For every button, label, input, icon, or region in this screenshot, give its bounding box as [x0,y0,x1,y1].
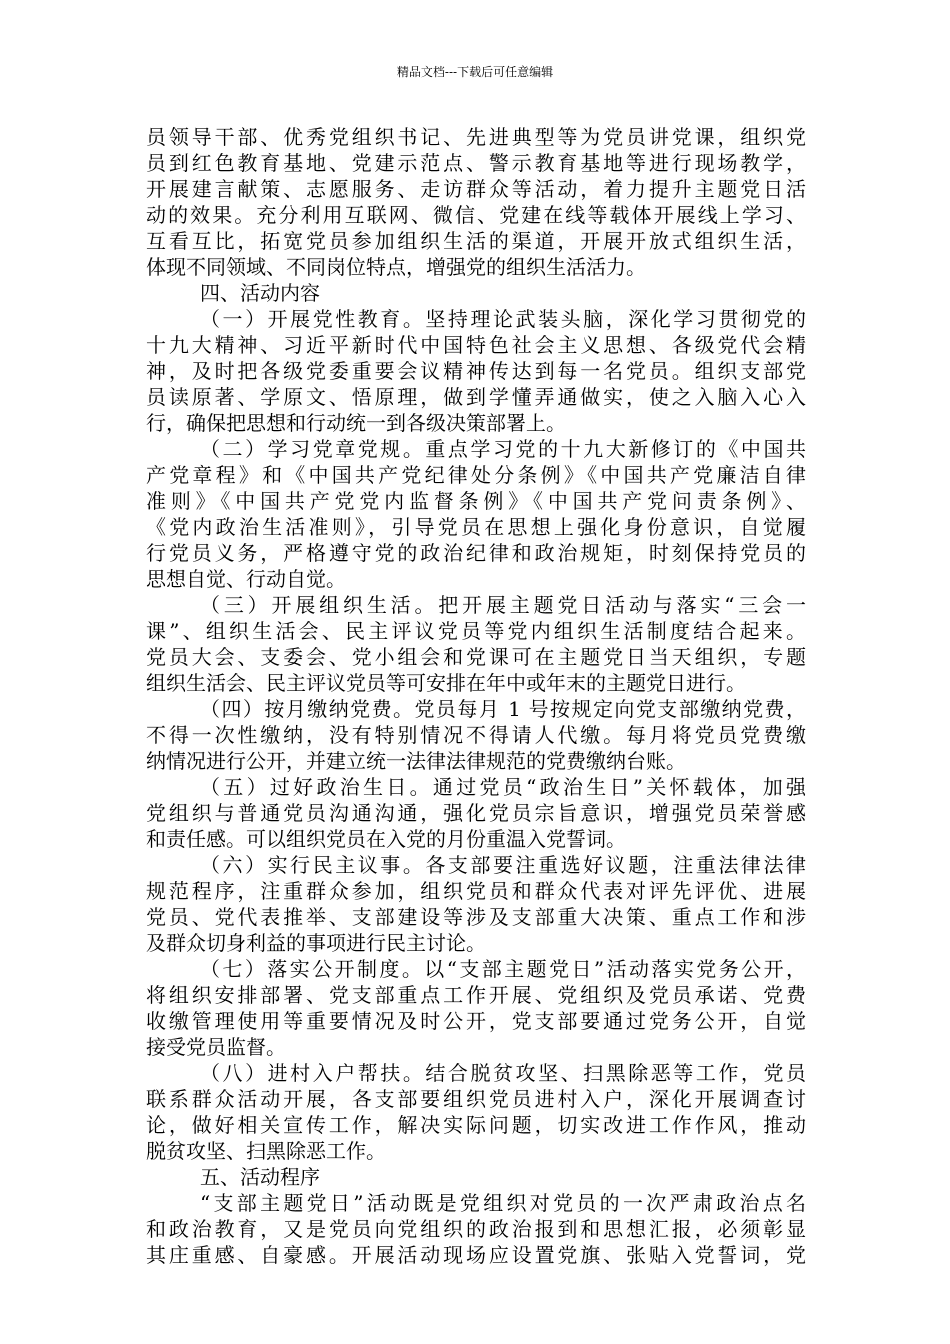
text-line: 及群众切身利益的事项进行民主讨论。 [146,931,486,955]
page-header: 精品文档---下载后可任意编辑 [396,65,554,79]
text-line: 神，及时把各级党委重要会议精神传达到每一名党员。组织支部党 [146,359,806,383]
text-line: 脱贫攻坚、扫黑除恶工作。 [146,1139,386,1163]
text-line: 员到红色教育基地、党建示范点、警示教育基地等进行现场教学， [146,151,806,175]
text-line: （八）进村入户帮扶。结合脱贫攻坚、扫黑除恶等工作，党员 [200,1061,806,1085]
text-line: 其庄重感、自豪感。开展活动现场应设置党旗、张贴入党誓词，党 [146,1243,806,1267]
text-line: “支部主题党日”活动既是党组织对党员的一次严肃政治点名 [200,1191,806,1215]
text-line: 产党章程》和《中国共产党纪律处分条例》《中国共产党廉洁自律 [146,463,806,487]
text-line: 员领导干部、优秀党组织书记、先进典型等为党员讲党课，组织党 [146,125,806,149]
text-line: 和政治教育，又是党员向党组织的政治报到和思想汇报，必须彰显 [146,1217,806,1241]
text-line: 组织生活会、民主评议党员等可安排在年中或年末的主题党日进行。 [146,671,746,695]
text-line: （二）学习党章党规。重点学习党的十九大新修订的《中国共 [200,437,806,461]
text-line: 思想自觉、行动自觉。 [146,567,346,591]
text-line: （一）开展党性教育。坚持理论武装头脑，深化学习贯彻党的 [200,307,806,331]
text-line: 体现不同领域、不同岗位特点，增强党的组织生活活力。 [146,255,646,279]
text-line: 课”、组织生活会、民主评议党员等党内组织生活制度结合起来。 [146,619,806,643]
text-line: 行，确保把思想和行动统一到各级决策部署上。 [146,411,566,435]
document-body [146,124,806,1268]
text-line: 不得一次性缴纳，没有特别情况不得请人代缴。每月将党员党费缴 [146,723,806,747]
text-line: 将组织安排部署、党支部重点工作开展、党组织及党员承诺、党费 [146,983,806,1007]
text-line: 党员大会、支委会、党小组会和党课可在主题党日当天组织，专题 [146,645,806,669]
text-line: （五）过好政治生日。通过党员“政治生日”关怀载体，加强 [200,775,806,799]
text-line: 党组织与普通党员沟通沟通，强化党员宗旨意识，增强党员荣誉感 [146,801,806,825]
text-line: 纳情况进行公开，并建立统一法律法律规范的党费缴纳台账。 [146,749,686,773]
text-line: 十九大精神、习近平新时代中国特色社会主义思想、各级党代会精 [146,333,806,357]
text-line: 员读原著、学原文、悟原理，做到学懂弄通做实，使之入脑入心入 [146,385,806,409]
text-line: 规范程序，注重群众参加，组织党员和群众代表对评先评优、进展 [146,879,806,903]
text-line: 论，做好相关宣传工作，解决实际问题，切实改进工作作风，推动 [146,1113,806,1137]
text-line: （六）实行民主议事。各支部要注重选好议题，注重法律法律 [200,853,806,877]
text-line: 收缴管理使用等重要情况及时公开，党支部要通过党务公开，自觉 [146,1009,806,1033]
text-line: 党员、党代表推举、支部建设等涉及支部重大决策、重点工作和涉 [146,905,806,929]
text-line: 接受党员监督。 [146,1035,286,1059]
section-heading: 五、活动程序 [200,1165,320,1189]
section-heading: 四、活动内容 [200,281,320,305]
text-line: 联系群众活动开展，各支部要组织党员进村入户，深化开展调查讨 [146,1087,806,1111]
text-line: 《党内政治生活准则》，引导党员在思想上强化身份意识，自觉履 [146,515,806,539]
text-line: 互看互比，拓宽党员参加组织生活的渠道，开展开放式组织生活， [146,229,806,253]
text-line: 开展建言献策、志愿服务、走访群众等活动，着力提升主题党日活 [146,177,806,201]
text-line: 行党员义务，严格遵守党的政治纪律和政治规矩，时刻保持党员的 [146,541,806,565]
text-line: （四）按月缴纳党费。党员每月 1 号按规定向党支部缴纳党费， [200,697,806,721]
text-line: 动的效果。充分利用互联网、微信、党建在线等载体开展线上学习、 [146,203,806,227]
text-line: 准则》《中国共产党党内监督条例》《中国共产党问责条例》、 [146,489,806,513]
text-line: （三）开展组织生活。把开展主题党日活动与落实“三会一 [200,593,806,617]
text-line: （七）落实公开制度。以“支部主题党日”活动落实党务公开， [200,957,806,981]
text-line: 和责任感。可以组织党员在入党的月份重温入党誓词。 [146,827,626,851]
